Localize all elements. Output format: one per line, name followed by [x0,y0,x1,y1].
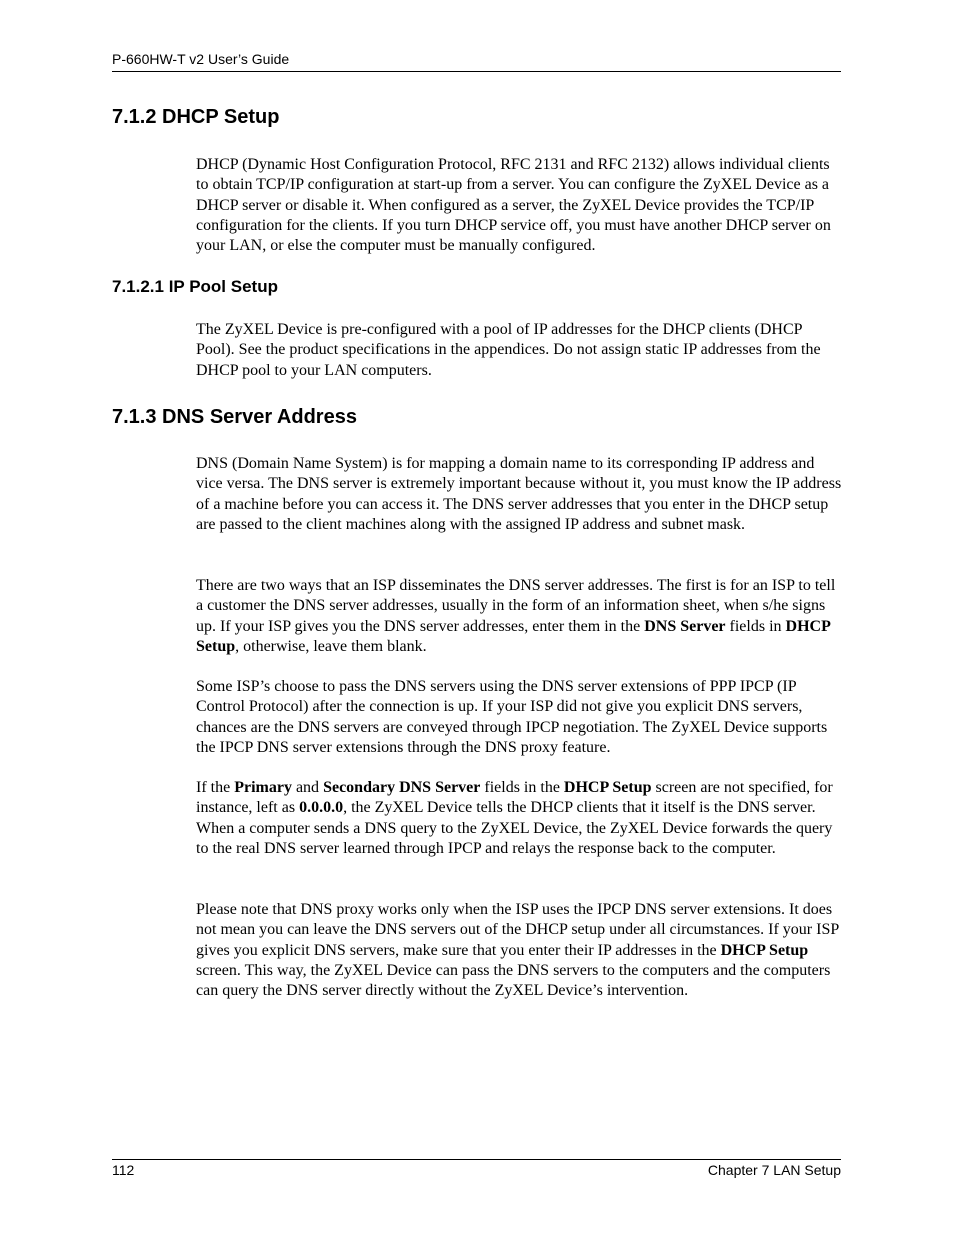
bold-term: DHCP Setup [196,617,830,655]
text-run: screen are not specified, for instance, left as [196,779,833,817]
text-run: screen. This way, the ZyXEL Device can pass the DNS servers to the computers and the computers can query the DNS server directly without the ZyXEL Device’s intervention. [196,961,831,1000]
text-run: , otherwise, leave them blank. [235,637,427,655]
text-run: , the ZyXEL Device tells the DHCP clients that it itself is the DNS server. When a computer sends a DNS query to the ZyXEL Device, the ZyXEL Device forwards the query to the real DNS server learned through IPCP and relays the response back to the computer. [196,799,833,857]
chapter-title: Chapter 7 LAN Setup [707,1162,841,1178]
text-run: Please note that DNS proxy works only when the ISP uses the IPCP DNS server extensions. It does not mean you can leave the DNS servers out of the DHCP setup under all circumstances. If your ISP gives you explicit DNS servers, make sure that you enter their IP addresses in the [196,901,839,959]
footer-rule [112,1159,841,1160]
bold-term: Primary [234,779,292,796]
paragraph-dns-proxy-note [196,900,842,1001]
paragraph-dns-intro: DNS (Domain Name System) is for mapping a domain name to its corresponding IP address and vice versa. The DNS server is extremely important because without it, you must know the IP address of a machine before you can access it. The DNS server addresses that you enter in the DHCP setup are passed to the client machines along with the assigned IP address and subnet mask. [196,455,842,533]
text-run: fields in the [480,779,564,796]
paragraph-dns-ipcp: Some ISP’s choose to pass the DNS servers using the DNS server extensions of PPP IPCP (IP Control Protocol) after the connection is up. If your ISP did not give you explicit DNS servers, chances are the DNS servers are conveyed through IPCP negotiation. The ZyXEL Device supports the IPCP DNS server extensions through the DNS proxy feature. [196,678,828,756]
page-number: 112 [112,1162,135,1178]
paragraph-dhcp-intro: DHCP (Dynamic Host Configuration Protocol, RFC 2131 and RFC 2132) allows individual clients to obtain TCP/IP configuration at start-up from a server. You can configure the ZyXEL Device as a DHCP server or disable it. When configured as a server, the ZyXEL Device provides the TCP/IP configuration for the clients. If you turn DHCP service off, you must have another DHCP server on your LAN, or else the computer must be manually configured. [196,156,831,255]
header-rule [112,71,841,72]
paragraph-dns-primary-secondary [196,778,842,859]
bold-term: DHCP Setup [563,779,652,796]
bold-term: 0.0.0.0 [299,799,344,817]
running-header: P-660HW-T v2 User’s Guide [112,51,290,67]
text-run: and [291,779,324,796]
section-heading-dhcp-setup: 7.1.2 DHCP Setup [112,106,280,128]
text-run: If the [196,779,235,796]
section-heading-dns-server-address: 7.1.3 DNS Server Address [112,406,357,428]
text-run: There are two ways that an ISP disseminates the DNS server addresses. The first is for an ISP to tell a customer the DNS server addresses, usually in the form of an information sheet, when s/he signs up. If your ISP gives you the DNS server addresses, enter them in the [196,577,836,635]
section-heading-ip-pool-setup: 7.1.2.1 IP Pool Setup [112,277,278,296]
paragraph-dns-isp-ways [196,576,842,657]
bold-term: Secondary DNS Server [323,779,481,796]
bold-term: DHCP Setup [720,941,809,959]
bold-term: DNS Server [644,617,726,635]
text-run: fields in [725,617,786,635]
paragraph-ip-pool: The ZyXEL Device is pre-configured with a pool of IP addresses for the DHCP clients (DHCP Pool). See the product specifications in the appendices. Do not assign static IP addresses from the DHCP pool to your LAN computers. [196,321,821,379]
